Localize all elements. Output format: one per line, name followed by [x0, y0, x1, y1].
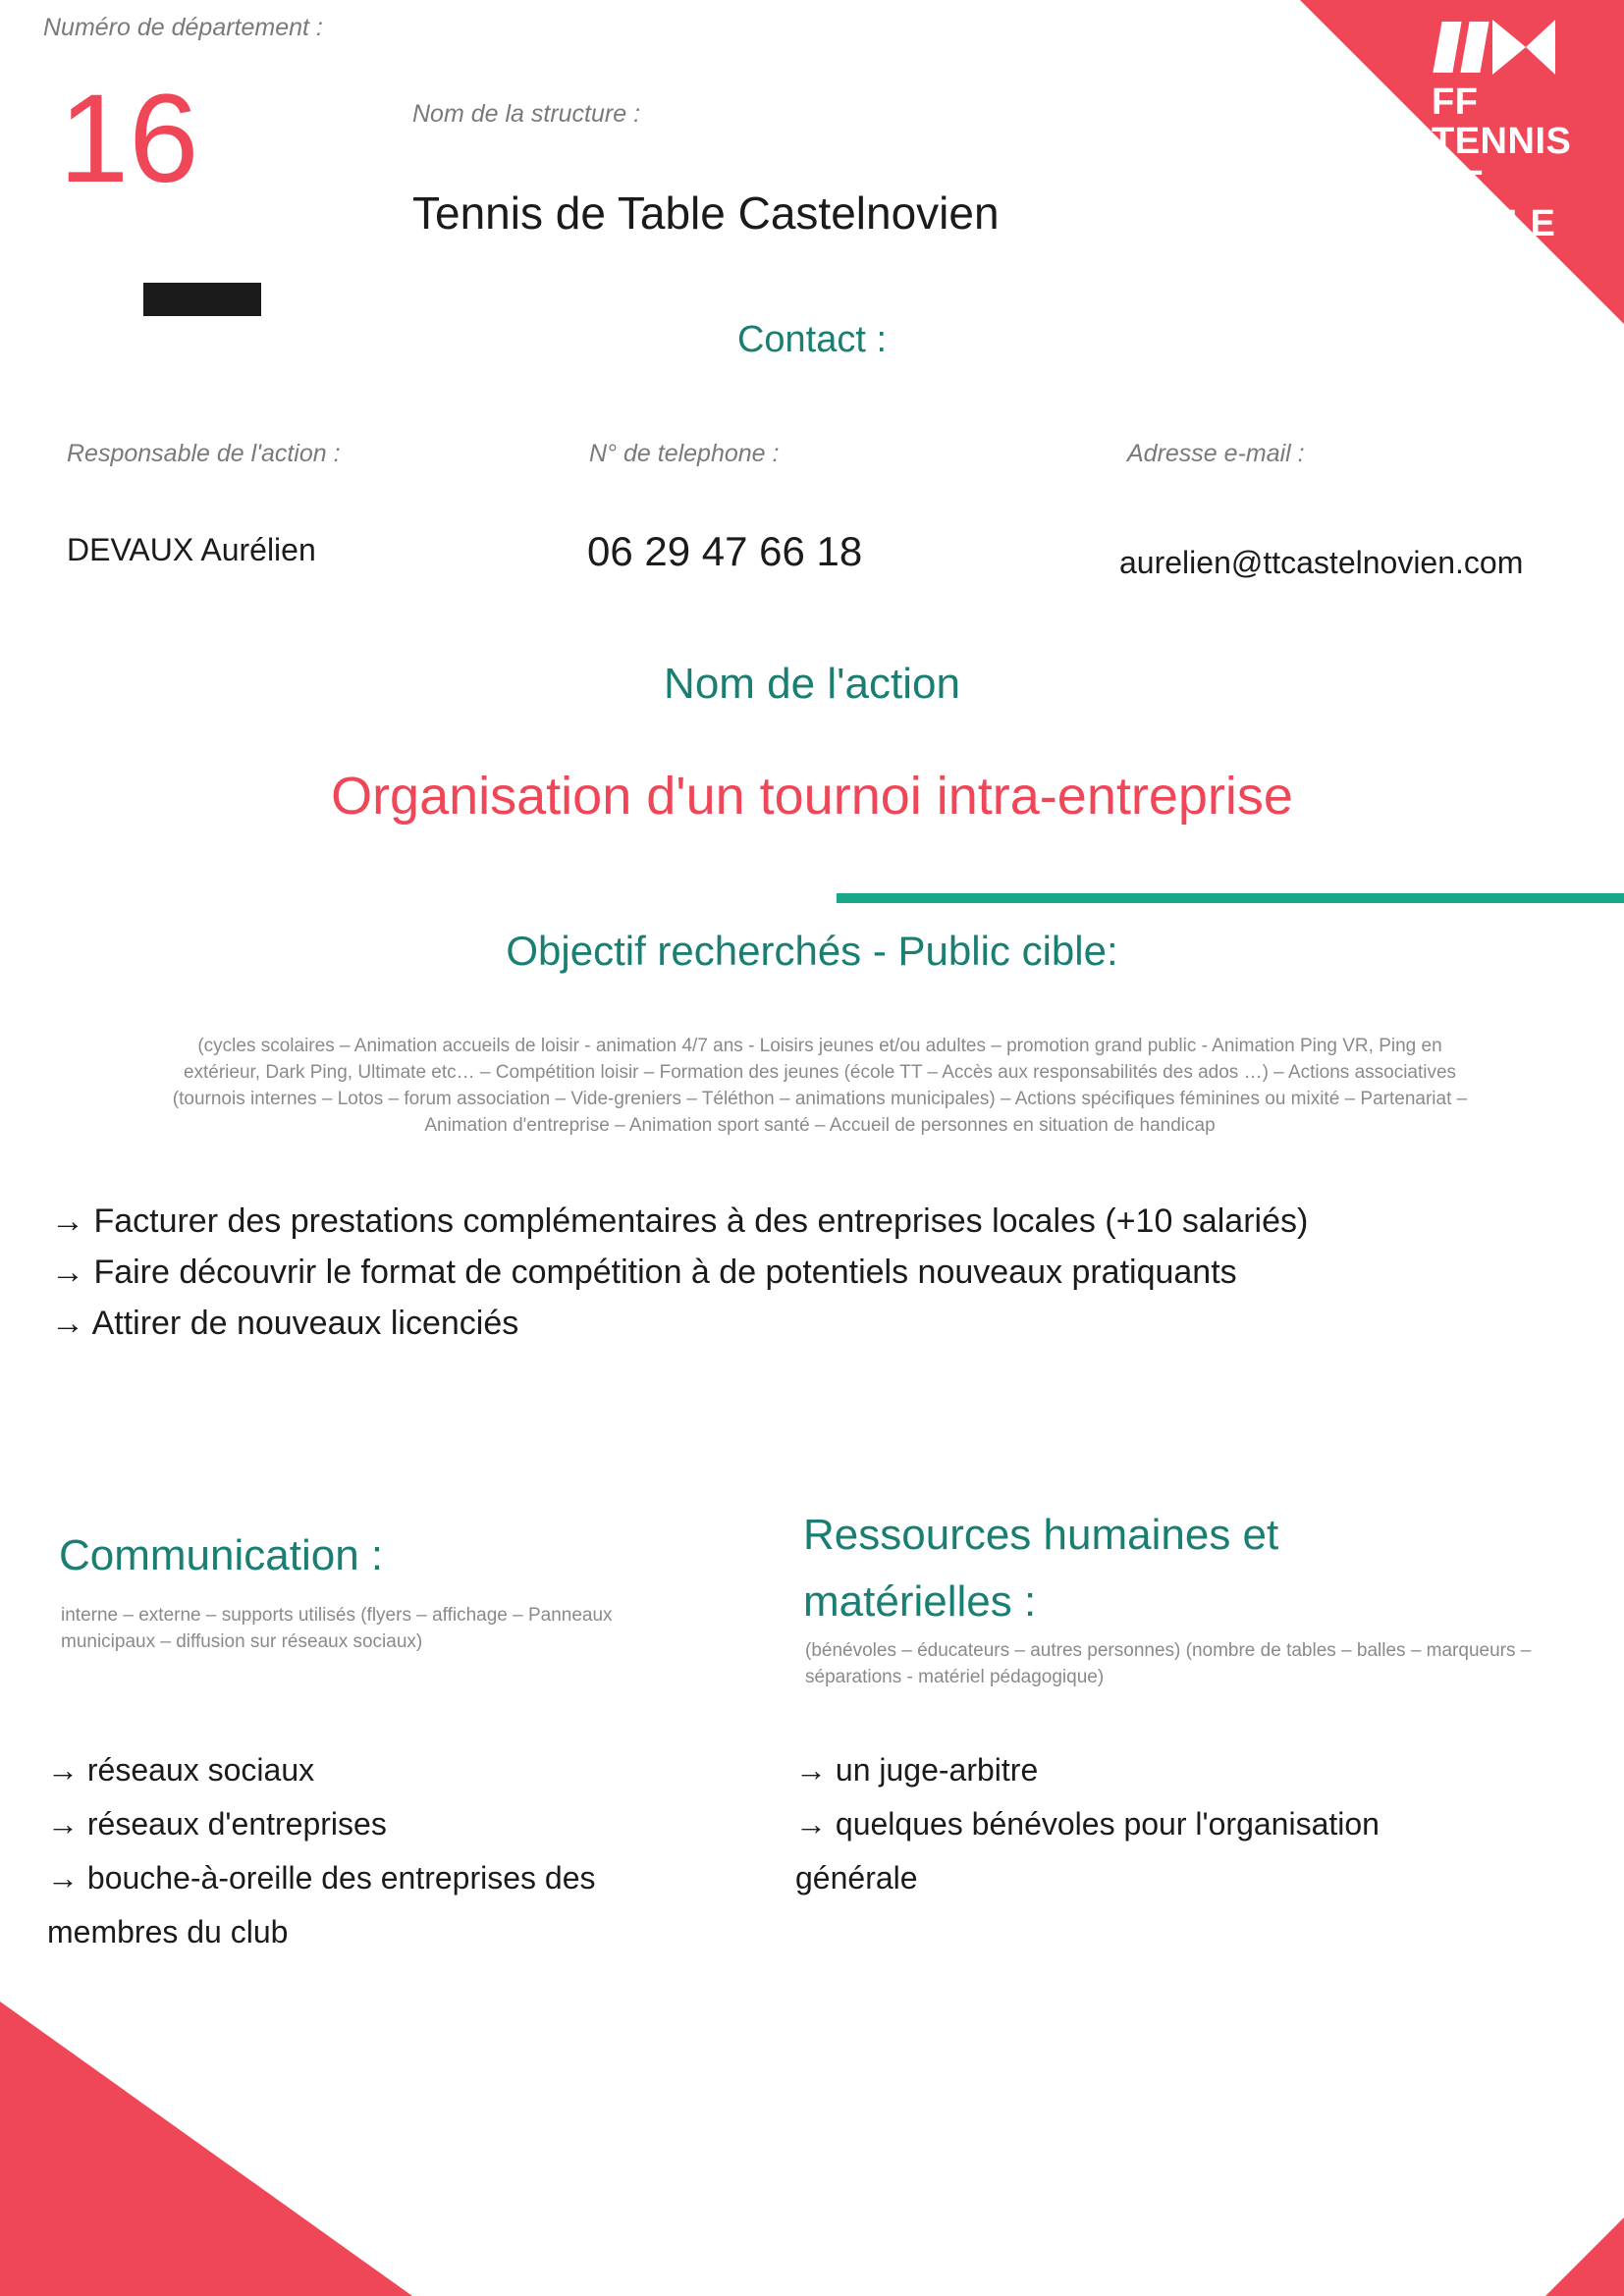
bottom-left-red-corner: [0, 2002, 412, 2296]
objectif-hint: (cycles scolaires – Animation accueils de loisir - animation 4/7 ans - Loisirs jeunes et/ou adultes – promotion grand public - Animation Ping VR, Ping en extérieur, Dark Ping, Ultimate etc… – Compétition loisir – Formation des jeunes (école TT – Accès aux responsabilités des ados …) – Actions associatives (tournois internes – Lotos – forum association – Vide-greniers – Téléthon – animations municipales) – Actions spécifiques féminines ou mixité – Partenariat – Animation d'entreprise – Animation sport santé – Accueil de personnes en situation de handicap: [172, 1036, 1468, 1136]
green-divider: [837, 893, 1624, 903]
department-label: Numéro de département :: [43, 14, 323, 41]
communication-item: → réseaux sociaux: [47, 1752, 315, 1788]
contact-title: Contact :: [736, 319, 888, 360]
structure-name: Tennis de Table Castelnovien: [412, 187, 1000, 239]
ressources-list: [795, 1743, 1483, 1905]
fftt-logo-mark-icon: [1432, 14, 1569, 79]
email-label: Adresse e-mail :: [1127, 440, 1305, 467]
telephone-value: 06 29 47 66 18: [587, 528, 863, 574]
objectif-list: [51, 1196, 1583, 1349]
bottom-right-red-corner: [1545, 2217, 1624, 2296]
communication-list: [47, 1743, 734, 1959]
objectif-item: → Attirer de nouveaux licenciés: [51, 1305, 519, 1342]
responsable-label: Responsable de l'action :: [67, 440, 341, 467]
department-underline: [143, 283, 261, 316]
action-name: Organisation d'un tournoi intra-entreprise: [331, 767, 1293, 826]
fftt-logo: [1406, 14, 1602, 243]
ressources-item: → quelques bénévoles pour l'organisation générale: [795, 1806, 1388, 1896]
responsable-value: DEVAUX Aurélien: [67, 532, 316, 567]
department-number: 16: [59, 69, 199, 209]
email-value: aurelien@ttcastelnovien.com: [1119, 545, 1524, 580]
objectif-item: → Facturer des prestations complémentaires à des entreprises locales (+10 salariés): [51, 1202, 1309, 1240]
fftt-logo-line2: DE TABLE: [1432, 164, 1556, 244]
ressources-hint: (bénévoles – éducateurs – autres personnes) (nombre de tables – balles – marqueurs – séparations - matériel pédagogique): [805, 1640, 1532, 1687]
objectif-item: → Faire découvrir le format de compétition à de potentiels nouveaux pratiquants: [51, 1254, 1237, 1291]
ressources-title: Ressources humaines et matérielles :: [803, 1511, 1279, 1626]
fftt-logo-line1: FF TENNIS: [1432, 81, 1572, 162]
action-title: Nom de l'action: [664, 660, 960, 708]
communication-item: → réseaux d'entreprises: [47, 1806, 387, 1842]
ressources-item: → un juge-arbitre: [795, 1752, 1039, 1788]
communication-hint: interne – externe – supports utilisés (flyers – affichage – Panneaux municipaux – diffusion sur réseaux sociaux): [61, 1605, 613, 1652]
communication-title: Communication :: [59, 1531, 384, 1579]
structure-label: Nom de la structure :: [412, 100, 641, 128]
communication-item: → bouche-à-oreille des entreprises des membres du club: [47, 1860, 605, 1949]
objectif-title: Objectif recherchés - Public cible:: [506, 928, 1118, 974]
telephone-label: N° de telephone :: [589, 440, 780, 467]
